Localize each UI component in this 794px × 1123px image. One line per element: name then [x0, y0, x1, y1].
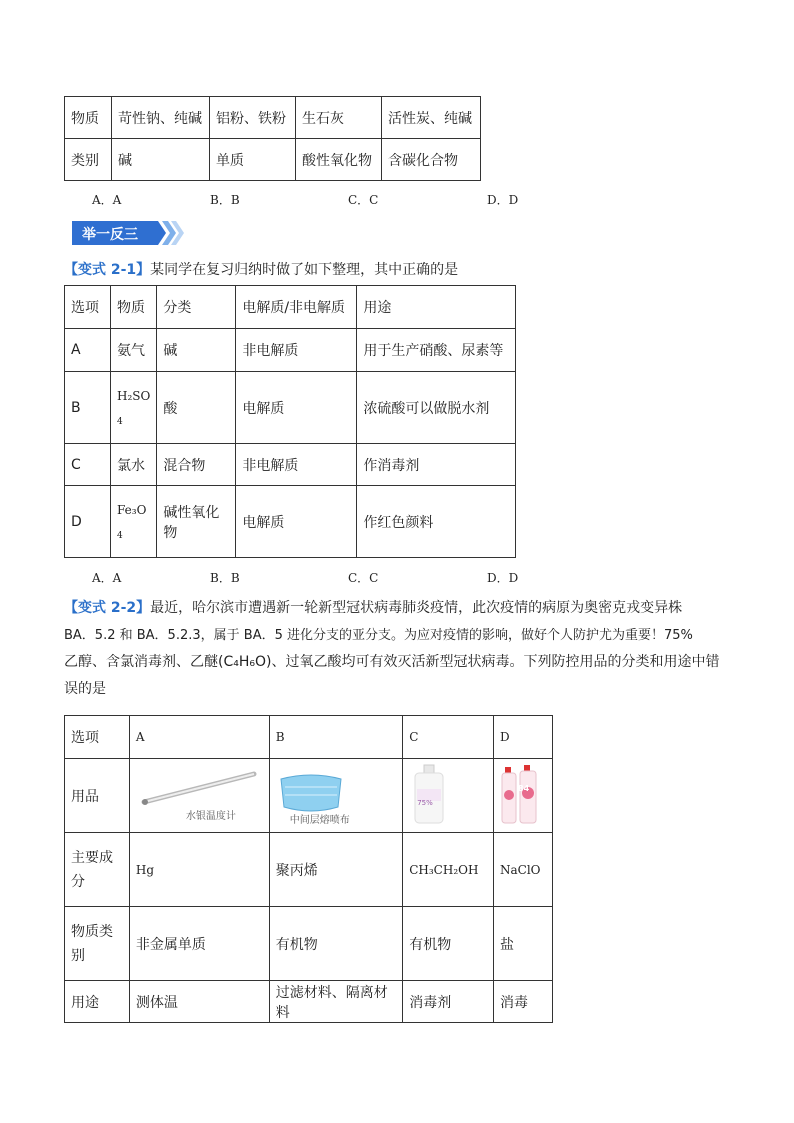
cell: 铝粉、铁粉: [210, 97, 296, 139]
question-2-1-table: [64, 285, 516, 558]
option-a: A．A: [92, 571, 122, 585]
alcohol-bottle-icon: [409, 763, 449, 825]
cell: 混合物: [157, 444, 236, 486]
cell: 非金属单质: [129, 907, 269, 981]
cell: 盐: [494, 907, 553, 981]
cell: 物质: [65, 97, 112, 139]
cell: 消毒: [494, 981, 553, 1023]
header-cell: 选项: [65, 286, 111, 329]
option-c: C．C: [348, 571, 379, 585]
question-text-line: 最近，哈尔滨市遭遇新一轮新型冠状病毒肺炎疫情，此次疫情的病原为奥密克戎变异株: [150, 600, 683, 616]
option-b: B．B: [210, 571, 240, 585]
classification-table: [64, 96, 481, 181]
question-tag: 【变式 2-1】: [64, 262, 151, 278]
option-a: A．A: [92, 193, 122, 207]
cell: 苛性钠、纯碱: [112, 97, 210, 139]
cell: 非电解质: [236, 444, 357, 486]
row-label: 物质类: [71, 923, 113, 940]
cell: [65, 833, 130, 907]
cell: 碱性氧化物: [157, 486, 236, 558]
option-b: B．B: [210, 193, 240, 207]
cell: 活性炭、纯碱: [382, 97, 481, 139]
cell: 过滤材料、隔离材料: [269, 981, 403, 1023]
question-text: 某同学在复习归纳时做了如下整理，其中正确的是: [150, 262, 459, 278]
cell: CH₃CH₂OH: [403, 833, 494, 907]
cell: 作红色颜料: [357, 486, 516, 558]
cell: 含碳化合物: [382, 139, 481, 181]
cell: 电解质: [236, 372, 357, 444]
option-d: D．D: [487, 193, 519, 207]
cell: 消毒剂: [403, 981, 494, 1023]
cell: 聚丙烯: [269, 833, 403, 907]
option-d: D．D: [487, 571, 519, 585]
disinfectant-bottle-cell: [494, 759, 553, 833]
cell: 作消毒剂: [357, 444, 516, 486]
cell: B: [65, 372, 111, 444]
question-tag: 【变式 2-2】: [64, 600, 151, 616]
question-text-line: BA．5.2 和 BA．5.2.3，属于 BA．5 进化分支的亚分支。为应对疫情的影响，做好个人防护尤为重要！75%: [64, 628, 693, 643]
row-label: 分: [71, 873, 85, 890]
mask-cell: [269, 759, 403, 833]
cell: 用途: [65, 981, 130, 1023]
cell: 有机物: [269, 907, 403, 981]
formula: Fe₃O: [117, 502, 147, 517]
header-cell: 用途: [357, 286, 516, 329]
banner-label: 举一反三: [82, 227, 138, 243]
question-2-2: [64, 595, 724, 703]
cell: [65, 907, 130, 981]
cell: [111, 486, 157, 558]
bottle-label: 75%: [417, 799, 433, 807]
header-cell: B: [269, 716, 403, 759]
cell: Hg: [129, 833, 269, 907]
header-cell: 电解质/非电解质: [236, 286, 357, 329]
question-2-2-table: [64, 715, 553, 1023]
cell: 酸: [157, 372, 236, 444]
cell: 生石灰: [296, 97, 382, 139]
section-banner: [72, 221, 184, 245]
header-cell: D: [494, 716, 553, 759]
row-label: 主要成: [71, 849, 113, 866]
bottle-label: 84: [518, 784, 530, 793]
header-cell: 物质: [111, 286, 157, 329]
cell: A: [65, 329, 111, 372]
cell: 测体温: [129, 981, 269, 1023]
cell: 用品: [65, 759, 130, 833]
cell: 氯水: [111, 444, 157, 486]
header-cell: 选项: [65, 716, 130, 759]
cell: 类别: [65, 139, 112, 181]
cell: 用于生产硝酸、尿素等: [357, 329, 516, 372]
cell: 碱: [112, 139, 210, 181]
cell: NaClO: [494, 833, 553, 907]
cell: 碱: [157, 329, 236, 372]
cell: 有机物: [403, 907, 494, 981]
cell: C: [65, 444, 111, 486]
cell: 非电解质: [236, 329, 357, 372]
header-cell: C: [403, 716, 494, 759]
header-cell: A: [129, 716, 269, 759]
cell: D: [65, 486, 111, 558]
image-caption: 中间层熔喷布: [289, 815, 350, 826]
cell: [111, 372, 157, 444]
alcohol-bottle-cell: [403, 759, 494, 833]
row-label: 别: [71, 947, 85, 964]
question-text-line: 乙醇、含氯消毒剂、乙醚(C₄H₆O)、过氧乙酸均可有效灭活新型冠状病毒。下列防控用品的分类和用途中错: [64, 654, 720, 670]
formula-subscript: 4: [117, 530, 123, 541]
question-2-1: [64, 257, 724, 284]
thermometer-cell: [129, 759, 269, 833]
cell: 浓硫酸可以做脱水剂: [357, 372, 516, 444]
cell: 电解质: [236, 486, 357, 558]
cell: 酸性氧化物: [296, 139, 382, 181]
formula: H₂SO: [117, 388, 151, 403]
header-cell: 分类: [157, 286, 236, 329]
formula-subscript: 4: [117, 416, 123, 427]
image-caption: 水银温度计: [185, 811, 236, 822]
cell: 氨气: [111, 329, 157, 372]
cell: 单质: [210, 139, 296, 181]
question-text-line: 误的是: [64, 681, 106, 697]
option-c: C．C: [348, 193, 379, 207]
disinfectant-bottle-icon: [500, 763, 546, 825]
